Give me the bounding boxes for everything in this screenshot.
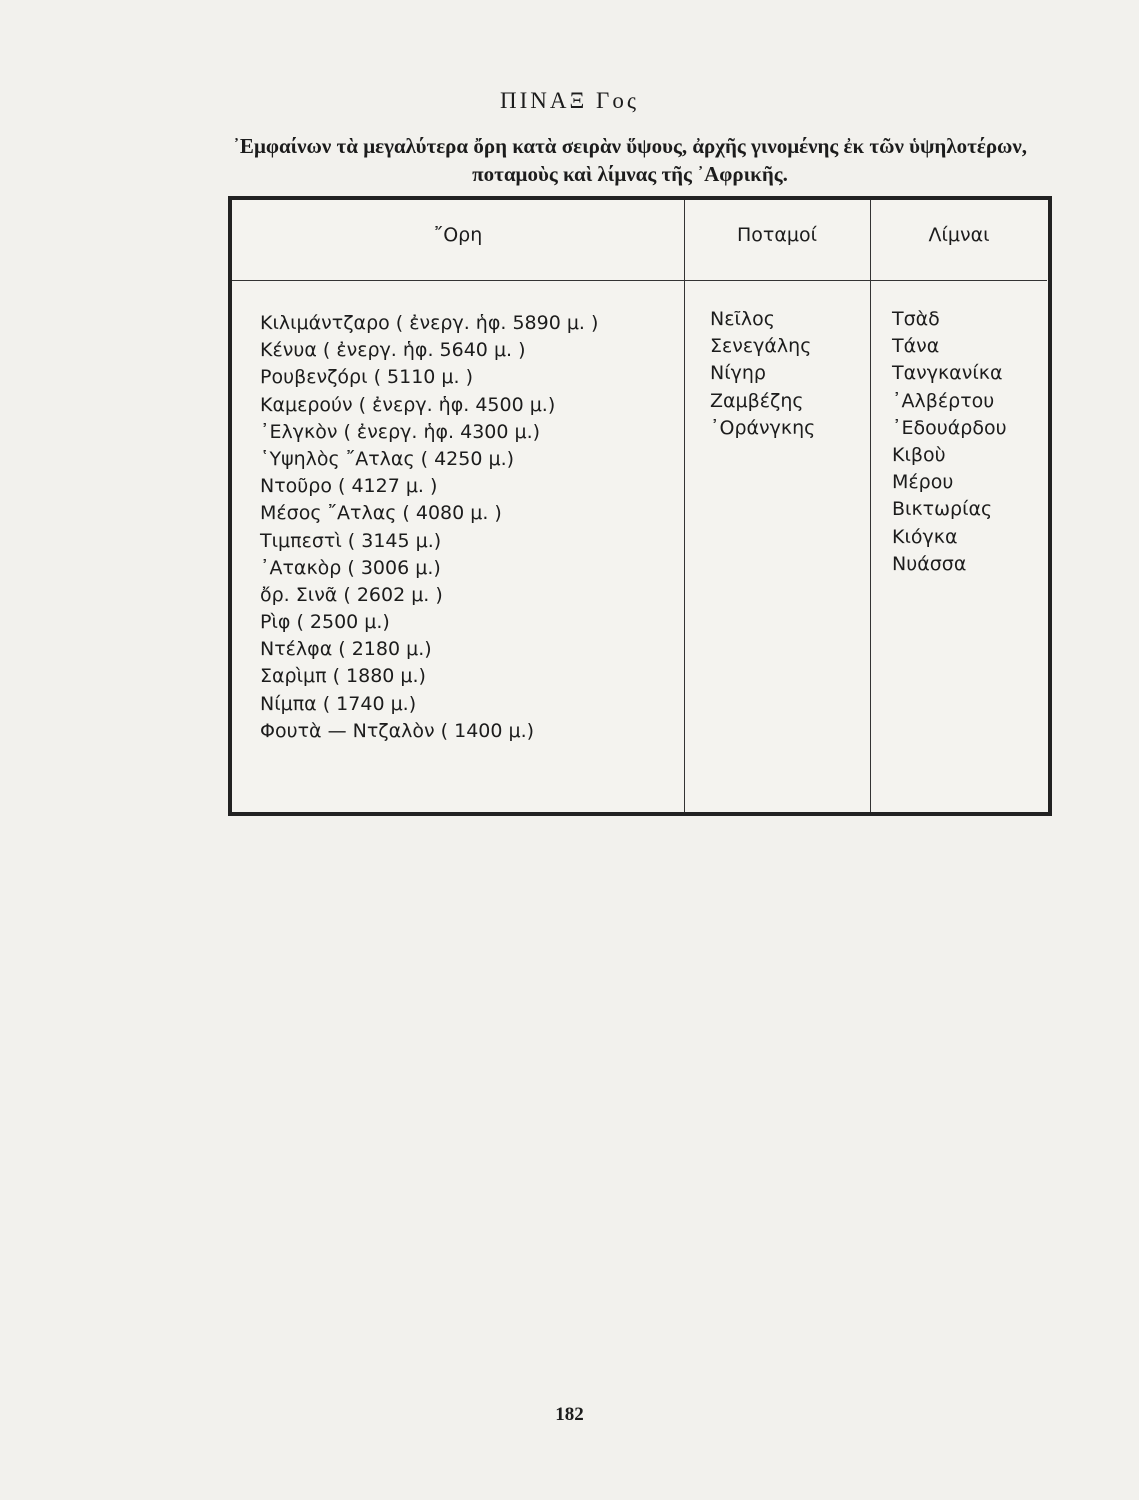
header-divider [232, 280, 1047, 281]
mountain-item: Ρουβενζόρι ( 5110 μ. ) [260, 366, 473, 389]
river-item: Νεῖλος [710, 308, 775, 330]
lake-item: ᾿Εδουάρδου [892, 416, 1007, 439]
river-item: Ζαμβέζης [710, 389, 804, 412]
mountain-item: Κιλιμάντζαρο ( ἐνεργ. ἡφ. 5890 μ. ) [260, 312, 599, 334]
lake-item: Τανγκανίκα [892, 362, 1003, 385]
lake-item: Τάνα [892, 335, 940, 358]
mountain-item: ῾Υψηλὸς ῎Ατλας ( 4250 μ.) [260, 447, 515, 470]
column-divider-2 [870, 200, 871, 812]
page-number: 182 [555, 1404, 584, 1425]
mountain-item: Ντοῦρο ( 4127 μ. ) [260, 475, 438, 498]
lake-item: Μέρου [892, 471, 954, 494]
mountain-item: Κένυα ( ἐνεργ. ἡφ. 5640 μ. ) [260, 339, 526, 362]
mountain-item: Ρὶφ ( 2500 μ.) [260, 611, 390, 634]
mountain-item: ᾿Ελγκὸν ( ἐνεργ. ἡφ. 4300 μ.) [260, 420, 541, 443]
river-item: Σενεγάλης [710, 335, 812, 358]
lake-item: ᾿Αλβέρτου [892, 389, 995, 412]
mountain-item: Φουτὰ — Ντζαλὸν ( 1400 μ.) [260, 719, 535, 742]
header-mountains: ῎Ορη [433, 224, 483, 246]
lake-item: Νυάσσα [892, 552, 967, 575]
mountain-item: Νίμπα ( 1740 μ.) [260, 692, 417, 715]
lake-item: Βικτωρίας [892, 498, 993, 521]
river-item: ᾿Οράνγκης [710, 416, 816, 439]
rivers-list [710, 306, 815, 442]
mountain-item: Μέσος ῎Ατλας ( 4080 μ. ) [260, 502, 502, 525]
mountain-item: Καμερούν ( ἐνεργ. ἡφ. 4500 μ.) [260, 393, 556, 416]
mountain-item: Ντέλφα ( 2180 μ.) [260, 638, 432, 661]
lakes-list [892, 306, 1007, 578]
table-subtitle: ᾿Εμφαίνων τὰ μεγαλύτερα ὄρη κατὰ σειρὰν ὕψους, ἀρχῆς γινομένης ἐκ τῶν ὑψηλοτέρων, ποταμοὺς καὶ λίμνας τῆς ᾿Αφρικῆς. [232, 134, 1028, 186]
mountains-list [260, 310, 598, 745]
lake-item: Τσὰδ [892, 308, 940, 330]
lake-item: Κιβοὺ [892, 443, 946, 466]
table-title: ΠΙΝΑΞ Γος [500, 88, 639, 113]
header-lakes: Λίμναι [928, 224, 990, 246]
mountain-item: Τιμπεστὶ ( 3145 μ.) [260, 529, 442, 552]
africa-table [228, 196, 1052, 816]
river-item: Νίγηρ [710, 362, 766, 385]
mountain-item: Σαρὶμπ ( 1880 μ.) [260, 665, 426, 688]
mountain-item: ὄρ. Σινᾶ ( 2602 μ. ) [260, 583, 443, 606]
header-rivers: Ποταμοί [736, 224, 818, 246]
column-divider-1 [684, 200, 685, 812]
lake-item: Κιόγκα [892, 525, 958, 548]
mountain-item: ᾿Ατακὸρ ( 3006 μ.) [260, 556, 441, 579]
